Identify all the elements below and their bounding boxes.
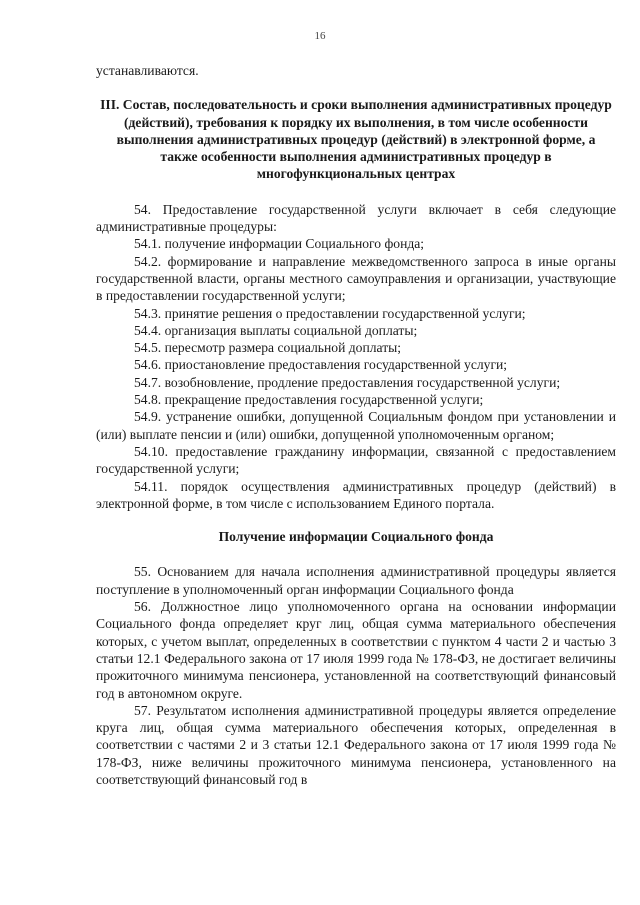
section-title: III. Состав, последовательность и сроки выполнения административных процедур (действий), требования к порядку их выполнения, в том числе особенности выполнения административных процедур (действий) в электронной форме, а также особенности выполнения административных процедур в многофункциональных центрах (100, 97, 612, 182)
document-body (96, 62, 616, 788)
paragraph-55: 55. Основанием для начала исполнения административной процедуры является поступление в уполномоченный орган информации Социального фонда (96, 564, 616, 597)
subheading: Получение информации Социального фонда (218, 529, 494, 545)
paragraph-54-4: 54.4. организация выплаты социальной доплаты; (134, 322, 418, 338)
paragraph-54-1: 54.1. получение информации Социального фонда; (134, 236, 425, 252)
paragraph-57: 57. Результатом исполнения административной процедуры является определение круга лиц, общая сумма материального обеспечения которых, определенная в соответствии с частями 2 и 3 статьи 12.1 Федерального закона от 17 июля 1999 года № 178-ФЗ, ниже величины прожиточного минимума пенсионера, установленного на соответствующий финансовый год в (96, 702, 616, 787)
paragraph-54-9: 54.9. устранение ошибки, допущенной Социальным фондом при установлении и (или) выплате пенсии и (или) ошибки, допущенной уполномоченным органом; (96, 409, 616, 442)
paragraph-54-8: 54.8. прекращение предоставления государственной услуги; (134, 392, 484, 408)
paragraph-54-3: 54.3. принятие решения о предоставлении государственной услуги; (134, 305, 526, 321)
paragraph-54-11: 54.11. порядок осуществления административных процедур (действий) в электронной форме, в том числе с использованием Единого портала. (96, 478, 616, 511)
paragraph-56: 56. Должностное лицо уполномоченного органа на основании информации Социального фонда определяет круг лиц, общая сумма материального обеспечения которых, с учетом выплат, определенных в соответствии с пунктом 4 части 2 и частью 3 статьи 12.1 Федерального закона от 17 июля 1999 года № 178-ФЗ, не достигает величины прожиточного минимума пенсионера, установленной на соответствующий финансовый год в автономном округе. (96, 599, 616, 701)
paragraph-54-10: 54.10. предоставление гражданину информации, связанной с предоставлением государственной услуги; (96, 443, 616, 477)
paragraph-54-5: 54.5. пересмотр размера социальной доплаты; (134, 340, 402, 356)
page-number: 16 (314, 30, 326, 42)
opening-line: устанавливаются. (96, 63, 199, 78)
paragraph-54-2: 54.2. формирование и направление межведомственного запроса в иные органы государственной власти, органы местного самоуправления и организации, участвующие в предоставлении государственной услуги; (96, 253, 616, 304)
paragraph-54: 54. Предоставление государственной услуги включает в себя следующие административные процедуры: (96, 201, 616, 235)
paragraph-54-6: 54.6. приостановление предоставления государственной услуги; (134, 357, 508, 373)
paragraph-54-7: 54.7. возобновление, продление предоставления государственной услуги; (134, 374, 561, 390)
